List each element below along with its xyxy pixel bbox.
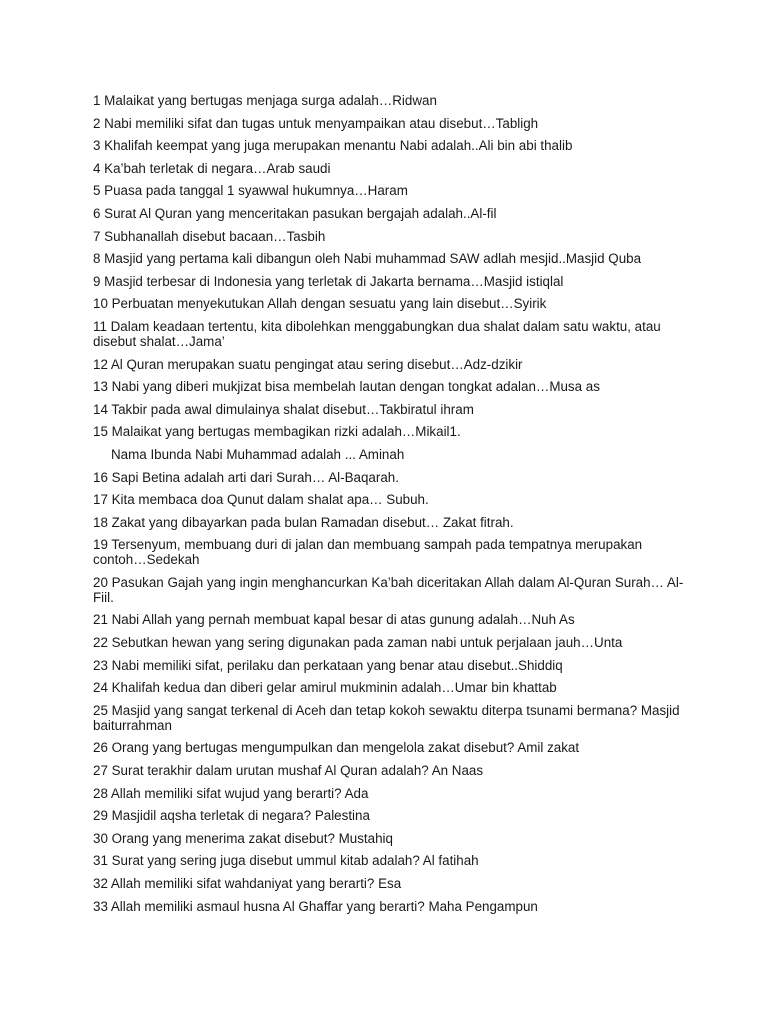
list-item: 28 Allah memiliki sifat wujud yang berarti? Ada xyxy=(93,785,369,801)
list-item: 33 Allah memiliki asmaul husna Al Ghaffar yang berarti? Maha Pengampun xyxy=(93,898,538,914)
list-item: 17 Kita membaca doa Qunut dalam shalat apa… Subuh. xyxy=(93,492,429,508)
list-item: 7 Subhanallah disebut bacaan…Tasbih xyxy=(93,228,326,244)
list-item: 26 Orang yang bertugas mengumpulkan dan mengelola zakat disebut? Amil zakat xyxy=(93,740,580,756)
list-item: 19 Tersenyum, membuang duri di jalan dan membuang sampah pada tempatnya merupakan contoh…Sedekah xyxy=(93,537,643,568)
list-item: 30 Orang yang menerima zakat disebut? Mustahiq xyxy=(93,830,393,846)
list-item: 15 Malaikat yang bertugas membagikan rizki adalah…Mikail1. xyxy=(93,424,461,440)
list-item: 1 Malaikat yang bertugas menjaga surga adalah…Ridwan xyxy=(93,93,437,108)
list-item: 32 Allah memiliki sifat wahdaniyat yang berarti? Esa xyxy=(93,876,402,891)
list-item: 5 Puasa pada tanggal 1 syawwal hukumnya…Haram xyxy=(93,183,408,199)
list-item: 10 Perbuatan menyekutukan Allah dengan sesuatu yang lain disebut…Syirik xyxy=(93,296,547,312)
list-item: 13 Nabi yang diberi mukjizat bisa membelah lautan dengan tongkat adalan…Musa as xyxy=(93,379,600,395)
list-item: 31 Surat yang sering juga disebut ummul kitab adalah? Al fatihah xyxy=(93,853,479,869)
list-item: 9 Masjid terbesar di Indonesia yang terletak di Jakarta bernama…Masjid istiqlal xyxy=(93,273,564,289)
list-item: 16 Sapi Betina adalah arti dari Surah… Al-Baqarah. xyxy=(93,469,399,485)
list-item: 18 Zakat yang dibayarkan pada bulan Ramadan disebut… Zakat fitrah. xyxy=(93,514,514,530)
list-item: 24 Khalifah kedua dan diberi gelar amirul mukminin adalah…Umar bin khattab xyxy=(93,680,557,696)
list-item: 27 Surat terakhir dalam urutan mushaf Al Quran adalah? An Naas xyxy=(93,763,484,779)
list-item: 21 Nabi Allah yang pernah membuat kapal besar di atas gunung adalah…Nuh As xyxy=(93,612,575,628)
list-item-unnumbered: Nama Ibunda Nabi Muhammad adalah ... Aminah xyxy=(111,446,405,462)
list-item: 14 Takbir pada awal dimulainya shalat disebut…Takbiratul ihram xyxy=(93,401,474,417)
list-item: 4 Ka’bah terletak di negara…Arab saudi xyxy=(93,160,331,176)
list-item: 11 Dalam keadaan tertentu, kita dibolehkan menggabungkan dua shalat dalam satu waktu, atau disebut shalat…Jama’ xyxy=(93,318,661,349)
list-item: 2 Nabi memiliki sifat dan tugas untuk menyampaikan atau disebut…Tabligh xyxy=(93,115,539,131)
list-item: 23 Nabi memiliki sifat, perilaku dan perkataan yang benar atau disebut..Shiddiq xyxy=(93,657,563,673)
list-item: 20 Pasukan Gajah yang ingin menghancurkan Ka’bah diceritakan Allah dalam Al-Quran Surah… Al-Fiil. xyxy=(93,574,684,605)
list-item: 29 Masjidil aqsha terletak di negara? Palestina xyxy=(93,808,370,824)
list-item: 3 Khalifah keempat yang juga merupakan menantu Nabi adalah..Ali bin abi thalib xyxy=(93,138,573,154)
list-item: 22 Sebutkan hewan yang sering digunakan pada zaman nabi untuk perjalaan jauh…Unta xyxy=(93,635,623,651)
list-item: 25 Masjid yang sangat terkenal di Aceh dan tetap kokoh sewaktu diterpa tsunami bermana? Masjid baiturrahman xyxy=(93,702,680,733)
list-item: 6 Surat Al Quran yang menceritakan pasukan bergajah adalah..Al-fil xyxy=(93,205,497,221)
list-item: 8 Masjid yang pertama kali dibangun oleh Nabi muhammad SAW adlah mesjid..Masjid Quba xyxy=(93,251,642,267)
question-answer-list xyxy=(93,93,693,921)
list-item: 12 Al Quran merupakan suatu pengingat atau sering disebut…Adz-dzikir xyxy=(93,356,523,372)
